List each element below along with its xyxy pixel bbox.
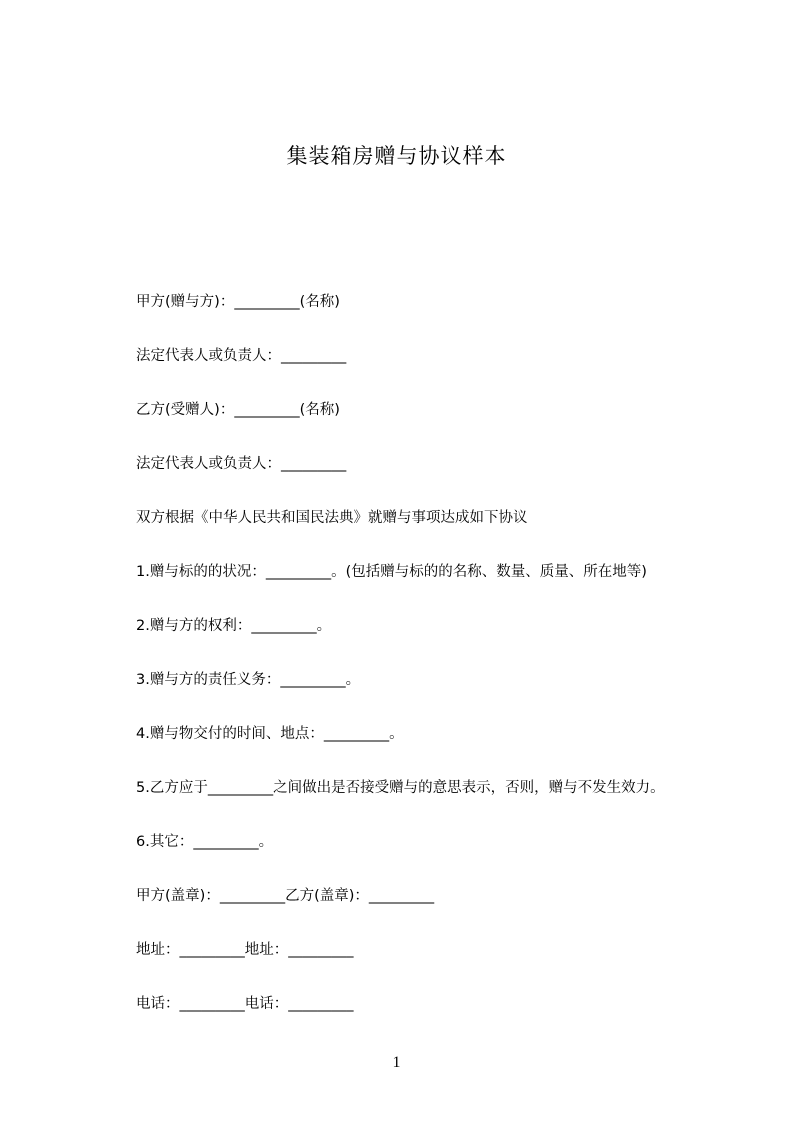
party-a-line: 甲方(赠与方)：_________(名称) [136,294,340,310]
clause-2-line: 2.赠与方的权利：_________。 [136,618,332,634]
clause-1-line: 1.赠与标的的状况：_________。(包括赠与标的的名称、数量、质量、所在地等) [136,564,647,580]
party-a-representative-line: 法定代表人或负责人：_________ [136,348,347,364]
address-line: 地址：_________地址：_________ [136,942,354,958]
clause-5-line: 5.乙方应于_________之间做出是否接受赠与的意思表示，否则，赠与不发生效力。 [136,780,665,796]
clause-4-line: 4.赠与物交付的时间、地点：_________。 [136,726,404,742]
agreement-basis-line: 双方根据《中华人民共和国民法典》就赠与事项达成如下协议 [136,510,528,526]
party-b-line: 乙方(受赠人)：_________(名称) [136,402,340,418]
party-b-representative-line: 法定代表人或负责人：_________ [136,456,347,472]
agreement-body [136,288,736,1044]
phone-line: 电话：_________电话：_________ [136,996,354,1012]
clause-6-line: 6.其它：_________。 [136,834,274,850]
clause-3-line: 3.赠与方的责任义务：_________。 [136,672,361,688]
page-number: 1 [392,1054,401,1071]
seal-line: 甲方(盖章)：_________乙方(盖章)：_________ [136,888,435,904]
document-title: 集装箱房赠与协议样本 [286,144,507,168]
